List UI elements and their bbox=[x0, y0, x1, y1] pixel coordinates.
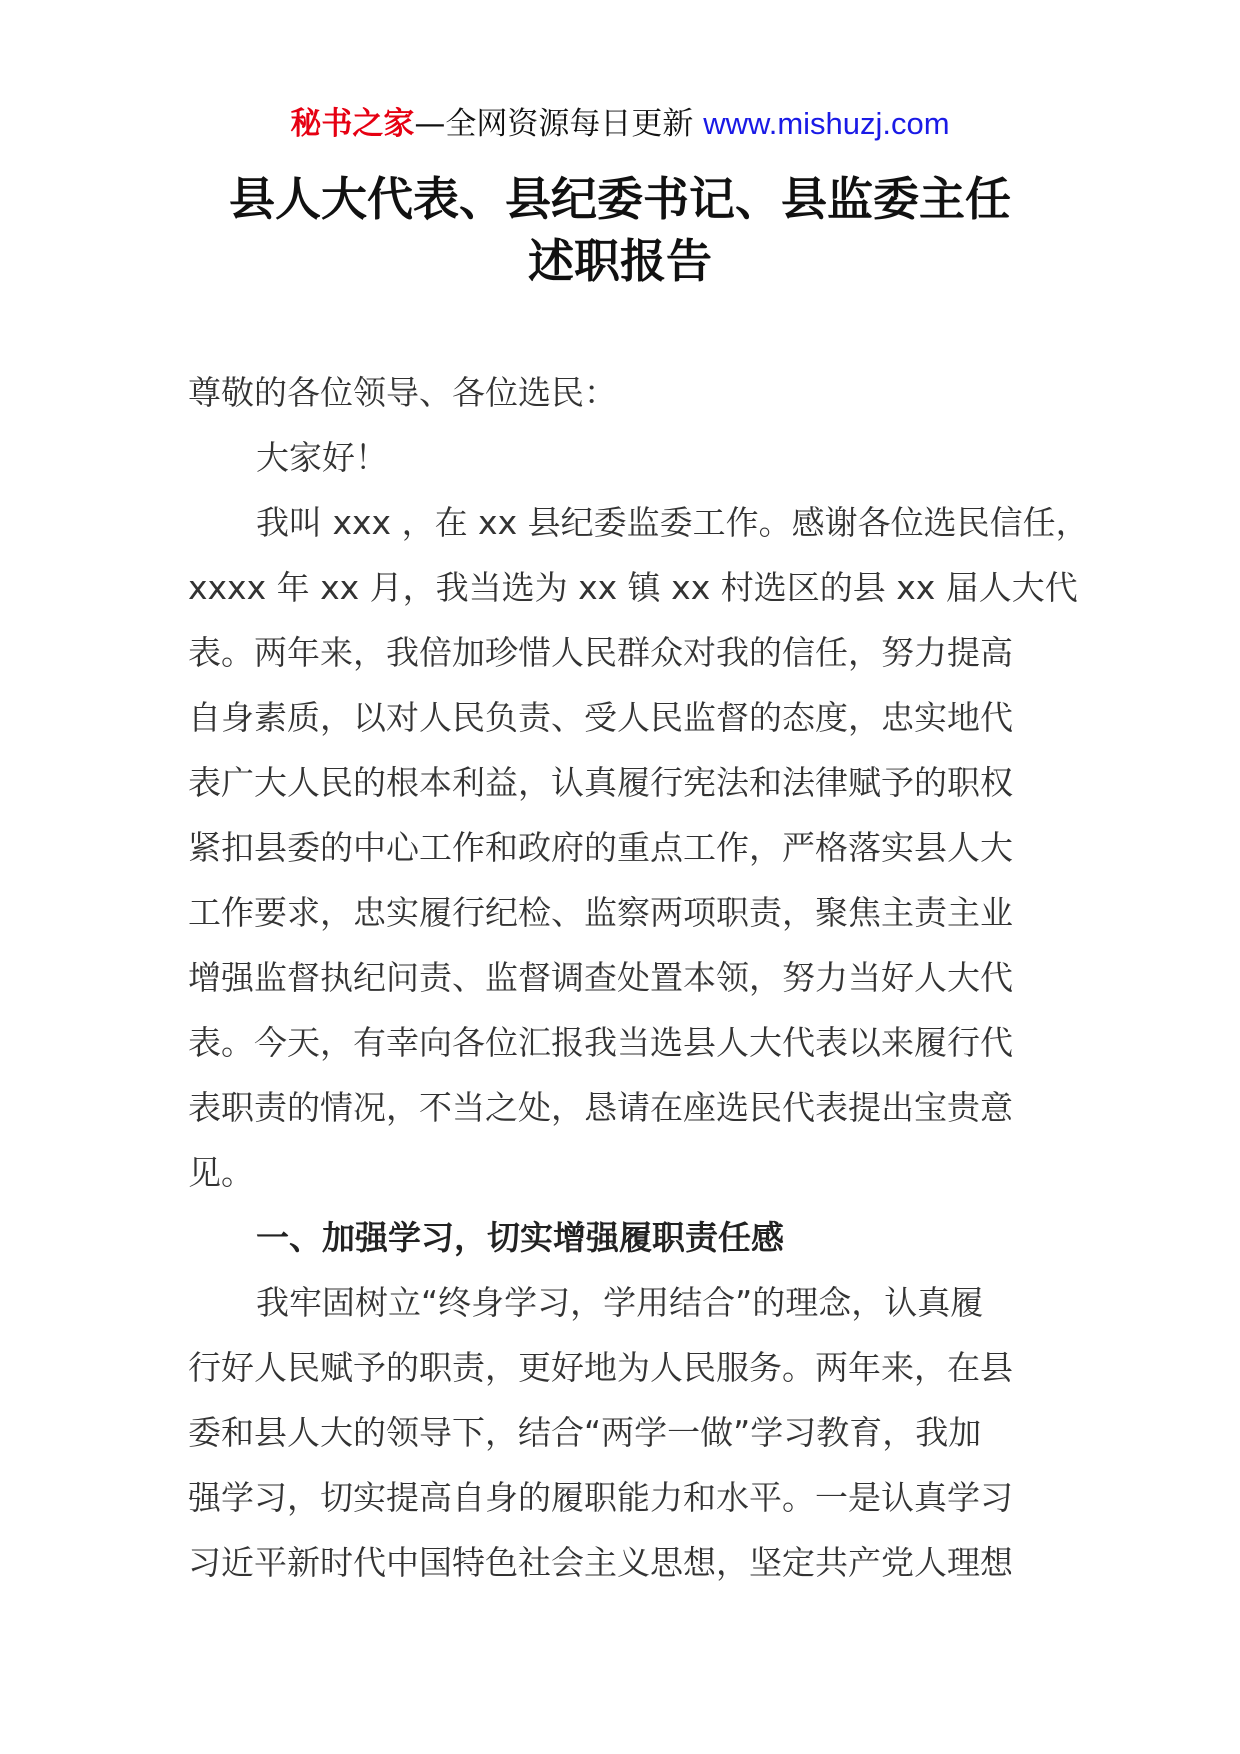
para1-line: 见。 bbox=[188, 1153, 254, 1192]
title-line-1: 县人大代表、县纪委书记、县监委主任 bbox=[229, 172, 1011, 226]
section-heading: 一、加强学习，切实增强履职责任感 bbox=[256, 1218, 784, 1257]
site-header bbox=[0, 104, 1240, 144]
para2-line: 习近平新时代中国特色社会主义思想，坚定共产党人理想 bbox=[188, 1543, 1013, 1582]
site-url-link[interactable]: www.mishuzj.com bbox=[703, 106, 950, 141]
title-line-2: 述职报告 bbox=[528, 234, 712, 288]
para1-line: 增强监督执纪问责、监督调查处置本领，努力当好人大代 bbox=[188, 958, 1013, 997]
para1-line: 工作要求，忠实履行纪检、监察两项职责，聚焦主责主业 bbox=[188, 893, 1013, 932]
para1-line: 我叫 xxx ，在 xx 县纪委监委工作。感谢各位选民信任， bbox=[256, 503, 1089, 542]
para1-line: xxxx 年 xx 月，我当选为 xx 镇 xx 村选区的县 xx 届人大代 bbox=[188, 568, 1078, 607]
para2-line: 委和县人大的领导下，结合“两学一做”学习教育，我加 bbox=[188, 1413, 982, 1452]
document-body bbox=[188, 360, 1089, 1595]
header-slogan: —全网资源每日更新 bbox=[414, 106, 704, 142]
para2-line: 行好人民赋予的职责，更好地为人民服务。两年来，在县 bbox=[188, 1348, 1013, 1387]
para1-line: 表职责的情况，不当之处，恳请在座选民代表提出宝贵意 bbox=[188, 1088, 1013, 1127]
para1-line: 紧扣县委的中心工作和政府的重点工作，严格落实县人大 bbox=[188, 828, 1013, 867]
para1-line: 表广大人民的根本利益，认真履行宪法和法律赋予的职权 bbox=[188, 763, 1013, 802]
salutation: 尊敬的各位领导、各位选民： bbox=[188, 373, 617, 412]
document-title bbox=[0, 168, 1240, 292]
para1-line: 表。今天，有幸向各位汇报我当选县人大代表以来履行代 bbox=[188, 1023, 1013, 1062]
para2-line: 我牢固树立“终身学习，学用结合”的理念，认真履 bbox=[256, 1283, 984, 1322]
para2-line: 强学习，切实提高自身的履职能力和水平。一是认真学习 bbox=[188, 1478, 1013, 1517]
brand-name: 秘书之家 bbox=[290, 106, 415, 142]
para1-line: 自身素质，以对人民负责、受人民监督的态度，忠实地代 bbox=[188, 698, 1013, 737]
greeting: 大家好！ bbox=[256, 438, 388, 477]
para1-line: 表。两年来，我倍加珍惜人民群众对我的信任，努力提高 bbox=[188, 633, 1013, 672]
